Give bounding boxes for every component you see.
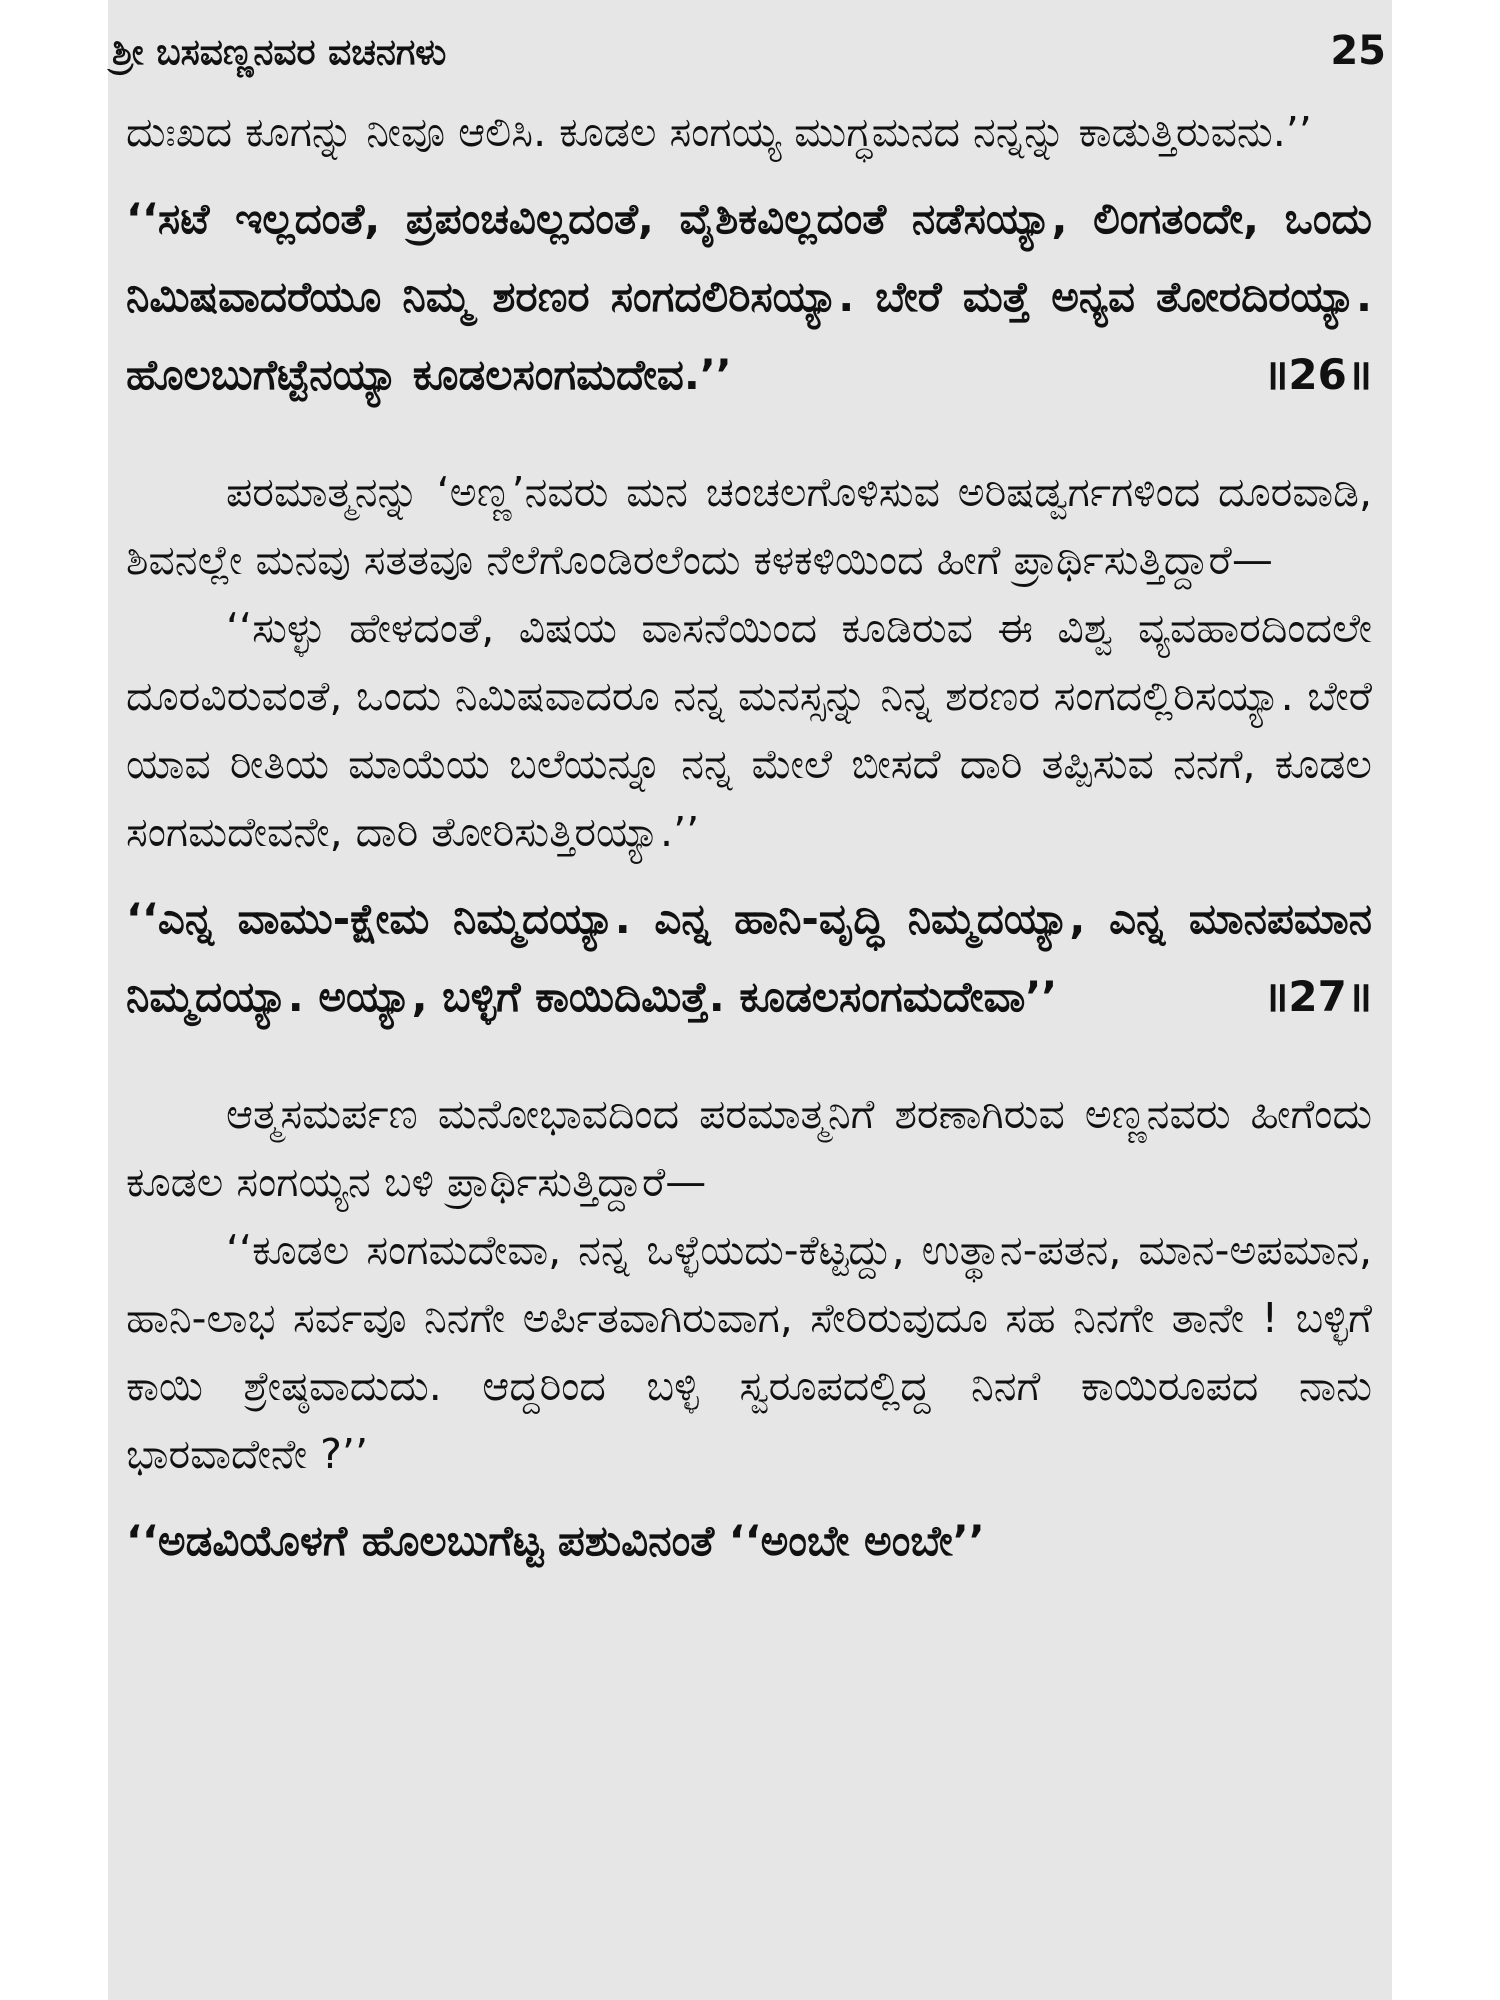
vachana-27-text: ‘‘ಎನ್ನ ವಾಮು-ಕ್ಷೇಮ ನಿಮ್ಮದಯ್ಯಾ. ಎನ್ನ ಹಾನಿ-ವೃದ್ಧಿ ನಿಮ್ಮದಯ್ಯಾ, ಎನ್ನ ಮಾನಪಮಾನ ನಿಮ್ಮದಯ್ಯಾ. ಅಯ್ಯಾ, ಬಳ್ಳಿಗೆ ಕಾಯಿದಿಮಿತ್ತೆ. ಕೂಡಲಸಂಗಮದೇವಾ’’	[126, 894, 1372, 1021]
commentary-paragraph-2: ಆತ್ಮಸಮರ್ಪಣ ಮನೋಭಾವದಿಂದ ಪರಮಾತ್ಮನಿಗೆ ಶರಣಾಗಿರುವ ಅಣ್ಣನವರು ಹೀಗೆಂದು ಕೂಡಲ ಸಂಗಯ್ಯನ ಬಳಿ ಪ್ರಾರ್ಥಿಸುತ್ತಿದ್ದಾರೆ—	[126, 1090, 1372, 1206]
commentary-paragraph-1: ಪರಮಾತ್ಮನನ್ನು ‘ಅಣ್ಣ’ನವರು ಮನ ಚಂಚಲಗೊಳಿಸುವ ಅರಿಷಡ್ವರ್ಗಗಳಿಂದ ದೂರವಾಡಿ, ಶಿವನಲ್ಲೇ ಮನವು ಸತತವೂ ನೆಲೆಗೊಂಡಿರಲೆಂದು ಕಳಕಳಿಯಿಂದ ಹೀಗೆ ಪ್ರಾರ್ಥಿಸುತ್ತಿದ್ದಾರೆ—	[126, 468, 1372, 584]
page-header	[108, 22, 1392, 82]
page-number: 25	[1330, 28, 1386, 74]
vachana-26	[126, 180, 1372, 414]
paragraph-continuation: ದುಃಖದ ಕೂಗನ್ನು ನೀವೂ ಆಲಿಸಿ. ಕೂಡಲ ಸಂಗಯ್ಯ ಮುಗ್ಧಮನದ ನನ್ನನ್ನು ಕಾಡುತ್ತಿರುವನು.’’	[126, 108, 1312, 156]
book-page	[108, 0, 1392, 2000]
commentary-quote-1: ‘‘ಸುಳ್ಳು ಹೇಳದಂತೆ, ವಿಷಯ ವಾಸನೆಯಿಂದ ಕೂಡಿರುವ ಈ ವಿಶ್ವ ವ್ಯವಹಾರದಿಂದಲೇ ದೂರವಿರುವಂತೆ, ಒಂದು ನಿಮಿಷವಾದರೂ ನನ್ನ ಮನಸ್ಸನ್ನು ನಿನ್ನ ಶರಣರ ಸಂಗದಲ್ಲಿರಿಸಯ್ಯಾ. ಬೇರೆ ಯಾವ ರೀತಿಯ ಮಾಯೆಯ ಬಲೆಯನ್ನೂ ನನ್ನ ಮೇಲೆ ಬೀಸದೆ ದಾರಿ ತಪ್ಪಿಸುವ ನನಗೆ, ಕೂಡಲ ಸಂಗಮದೇವನೇ, ದಾರಿ ತೋರಿಸುತ್ತಿರಯ್ಯಾ.’’	[126, 604, 1372, 856]
vachana-27	[126, 880, 1372, 1036]
vachana-26-text: ‘‘ಸಟೆ ಇಲ್ಲದಂತೆ, ಪ್ರಪಂಚವಿಲ್ಲದಂತೆ, ವೈಶಿಕವಿಲ್ಲದಂತೆ ನಡೆಸಯ್ಯಾ, ಲಿಂಗತಂದೇ, ಒಂದು ನಿಮಿಷವಾದರೆಯೂ ನಿಮ್ಮ ಶರಣರ ಸಂಗದಲಿರಿಸಯ್ಯಾ. ಬೇರೆ ಮತ್ತೆ ಅನ್ಯವ ತೋರದಿರಯ್ಯಾ. ಹೊಲಬುಗೆಟ್ಟೆನಯ್ಯಾ ಕೂಡಲಸಂಗಮದೇವ.’’	[126, 194, 1372, 399]
running-title: ಶ್ರೀ ಬಸವಣ್ಣನವರ ವಚನಗಳು	[112, 32, 447, 73]
vachana-28-start: ‘‘ಅಡವಿಯೊಳಗೆ ಹೊಲಬುಗೆಟ್ಟ ಪಶುವಿನಂತೆ ‘‘ಅಂಬೇ ಅಂಬೇ’’	[126, 1516, 985, 1565]
page-content	[126, 98, 1372, 1580]
vachana-27-number: ॥27॥	[1263, 972, 1372, 1021]
vachana-26-number: ॥26॥	[1263, 350, 1372, 399]
commentary-quote-2: ‘‘ಕೂಡಲ ಸಂಗಮದೇವಾ, ನನ್ನ ಒಳ್ಳೆಯದು-ಕೆಟ್ಟದ್ದು, ಉತ್ಥಾನ-ಪತನ, ಮಾನ-ಅಪಮಾನ, ಹಾನಿ-ಲಾಭ ಸರ್ವವೂ ನಿನಗೇ ಅರ್ಪಿತವಾಗಿರುವಾಗ, ಸೇರಿರುವುದೂ ಸಹ ನಿನಗೇ ತಾನೇ ! ಬಳ್ಳಿಗೆ ಕಾಯಿ ಶ್ರೇಷ್ಠವಾದುದು. ಆದ್ದರಿಂದ ಬಳ್ಳಿ ಸ್ವರೂಪದಲ್ಲಿದ್ದ ನಿನಗೆ ಕಾಯಿರೂಪದ ನಾನು ಭಾರವಾದೇನೇ ?’’	[126, 1226, 1372, 1478]
